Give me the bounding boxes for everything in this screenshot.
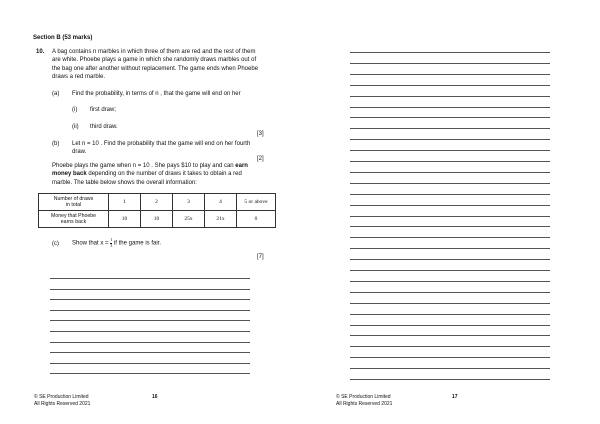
answer-line bbox=[350, 194, 550, 195]
answer-line bbox=[350, 107, 550, 108]
part-a-i-label: (i) bbox=[72, 107, 78, 113]
answer-line bbox=[350, 117, 550, 118]
answer-line bbox=[350, 74, 550, 75]
answer-line bbox=[350, 346, 550, 347]
table-cell: 1 bbox=[109, 194, 141, 211]
table-cell: 21x bbox=[205, 211, 237, 228]
answer-line bbox=[50, 363, 250, 364]
answer-line bbox=[350, 368, 550, 369]
phoebe-bold-money-back: money back bbox=[52, 171, 87, 178]
answer-line bbox=[50, 331, 250, 332]
answer-line bbox=[50, 320, 250, 321]
earnings-table bbox=[38, 193, 276, 228]
answer-line bbox=[350, 325, 550, 326]
answer-line bbox=[350, 226, 550, 227]
answer-line bbox=[350, 303, 550, 304]
table-cell: 4 bbox=[205, 194, 237, 211]
fraction-one-third: $\frac{1}{3}$ bbox=[110, 237, 113, 248]
answer-line bbox=[350, 172, 550, 173]
table-header-draws: Number of draws in total bbox=[39, 194, 109, 211]
answer-line bbox=[350, 205, 550, 206]
part-a-label: (a) bbox=[52, 91, 60, 97]
part-c-label: (c) bbox=[52, 241, 59, 247]
table-cell: 5 or above bbox=[237, 194, 276, 211]
answer-line bbox=[50, 373, 250, 374]
answer-line bbox=[350, 52, 550, 53]
table-cell: 2 bbox=[141, 194, 173, 211]
answer-line bbox=[350, 237, 550, 238]
answer-line bbox=[350, 183, 550, 184]
intro-line-3: the bag one after another without replacement. The game ends when Phoebe bbox=[52, 65, 259, 72]
part-a-i-text: first draw; bbox=[90, 107, 117, 113]
footer-copyright: © SE Production Limited All Rights Reserved 2021 bbox=[34, 394, 91, 407]
answer-line bbox=[350, 270, 550, 271]
part-a-ii-label: (ii) bbox=[72, 124, 79, 130]
part-b-line-1: Let n = 10 . Find the probability that the game will end on her fourth bbox=[72, 141, 251, 147]
table-row bbox=[39, 211, 276, 228]
question-intro bbox=[52, 48, 267, 82]
answer-line bbox=[50, 289, 250, 290]
table-cell: 10 bbox=[141, 211, 173, 228]
intro-line-4: draws a red marble. bbox=[52, 74, 106, 81]
part-a-ii-text: third draw. bbox=[90, 124, 118, 130]
answer-line bbox=[350, 85, 550, 86]
phoebe-bold-earn: earn bbox=[235, 163, 248, 169]
part-b-marks: [2] bbox=[257, 156, 264, 162]
answer-line bbox=[350, 63, 550, 64]
answer-line bbox=[50, 352, 250, 353]
answer-line bbox=[50, 278, 250, 279]
answer-line bbox=[350, 281, 550, 282]
intro-line-1: A bag contains n marbles in which three of them are red and the rest of them bbox=[52, 49, 256, 55]
part-a-marks: [3] bbox=[257, 131, 264, 137]
part-c-text bbox=[72, 238, 161, 248]
footer-copyright: © SE Production Limited All Rights Reserved 2021 bbox=[336, 394, 393, 407]
part-b-line-2: draw. bbox=[72, 149, 87, 155]
page-number: 16 bbox=[152, 394, 158, 400]
answer-line bbox=[350, 150, 550, 151]
table-cell: 10 bbox=[109, 211, 141, 228]
part-a-text: Find the probability, in terms of n , that the game will end on her bbox=[72, 91, 241, 97]
answer-line bbox=[350, 128, 550, 129]
table-header-money: Money that Phoebe earns back bbox=[39, 211, 109, 228]
phoebe-text-start: Phoebe plays the game when n = 10 . She pays $10 to play and can bbox=[52, 163, 236, 169]
part-c-text-start: Show that x = bbox=[72, 240, 111, 247]
phoebe-line-2: depending on the number of draws it takes to obtain a red bbox=[86, 171, 242, 178]
answer-line bbox=[350, 216, 550, 217]
answer-line bbox=[350, 314, 550, 315]
answer-line bbox=[350, 248, 550, 249]
answer-line bbox=[350, 96, 550, 97]
answer-line bbox=[350, 161, 550, 162]
question-number: 10. bbox=[36, 49, 45, 55]
table-cell: 25x bbox=[173, 211, 205, 228]
answer-line bbox=[50, 310, 250, 311]
table-cell: 0 bbox=[237, 211, 276, 228]
intro-line-2: are white. Phoebe plays a game in which she randomly draws marbles out of bbox=[52, 57, 257, 64]
phoebe-paragraph bbox=[52, 162, 267, 187]
answer-line bbox=[350, 292, 550, 293]
answer-line bbox=[350, 335, 550, 336]
answer-line bbox=[350, 379, 550, 380]
answer-line bbox=[50, 342, 250, 343]
part-c-text-end: if the game is fair. bbox=[112, 240, 161, 247]
phoebe-line-3: marble. The table below shows the overall information: bbox=[52, 179, 197, 186]
exam-page-right bbox=[300, 0, 600, 424]
page-number: 17 bbox=[452, 394, 458, 400]
part-b-label: (b) bbox=[52, 141, 60, 147]
table-row bbox=[39, 194, 276, 211]
table-cell: 3 bbox=[173, 194, 205, 211]
part-c-marks: [7] bbox=[257, 254, 264, 260]
section-title: Section B (53 marks) bbox=[33, 35, 93, 41]
answer-line bbox=[350, 139, 550, 140]
answer-line bbox=[350, 357, 550, 358]
answer-line bbox=[50, 299, 250, 300]
answer-line bbox=[350, 259, 550, 260]
